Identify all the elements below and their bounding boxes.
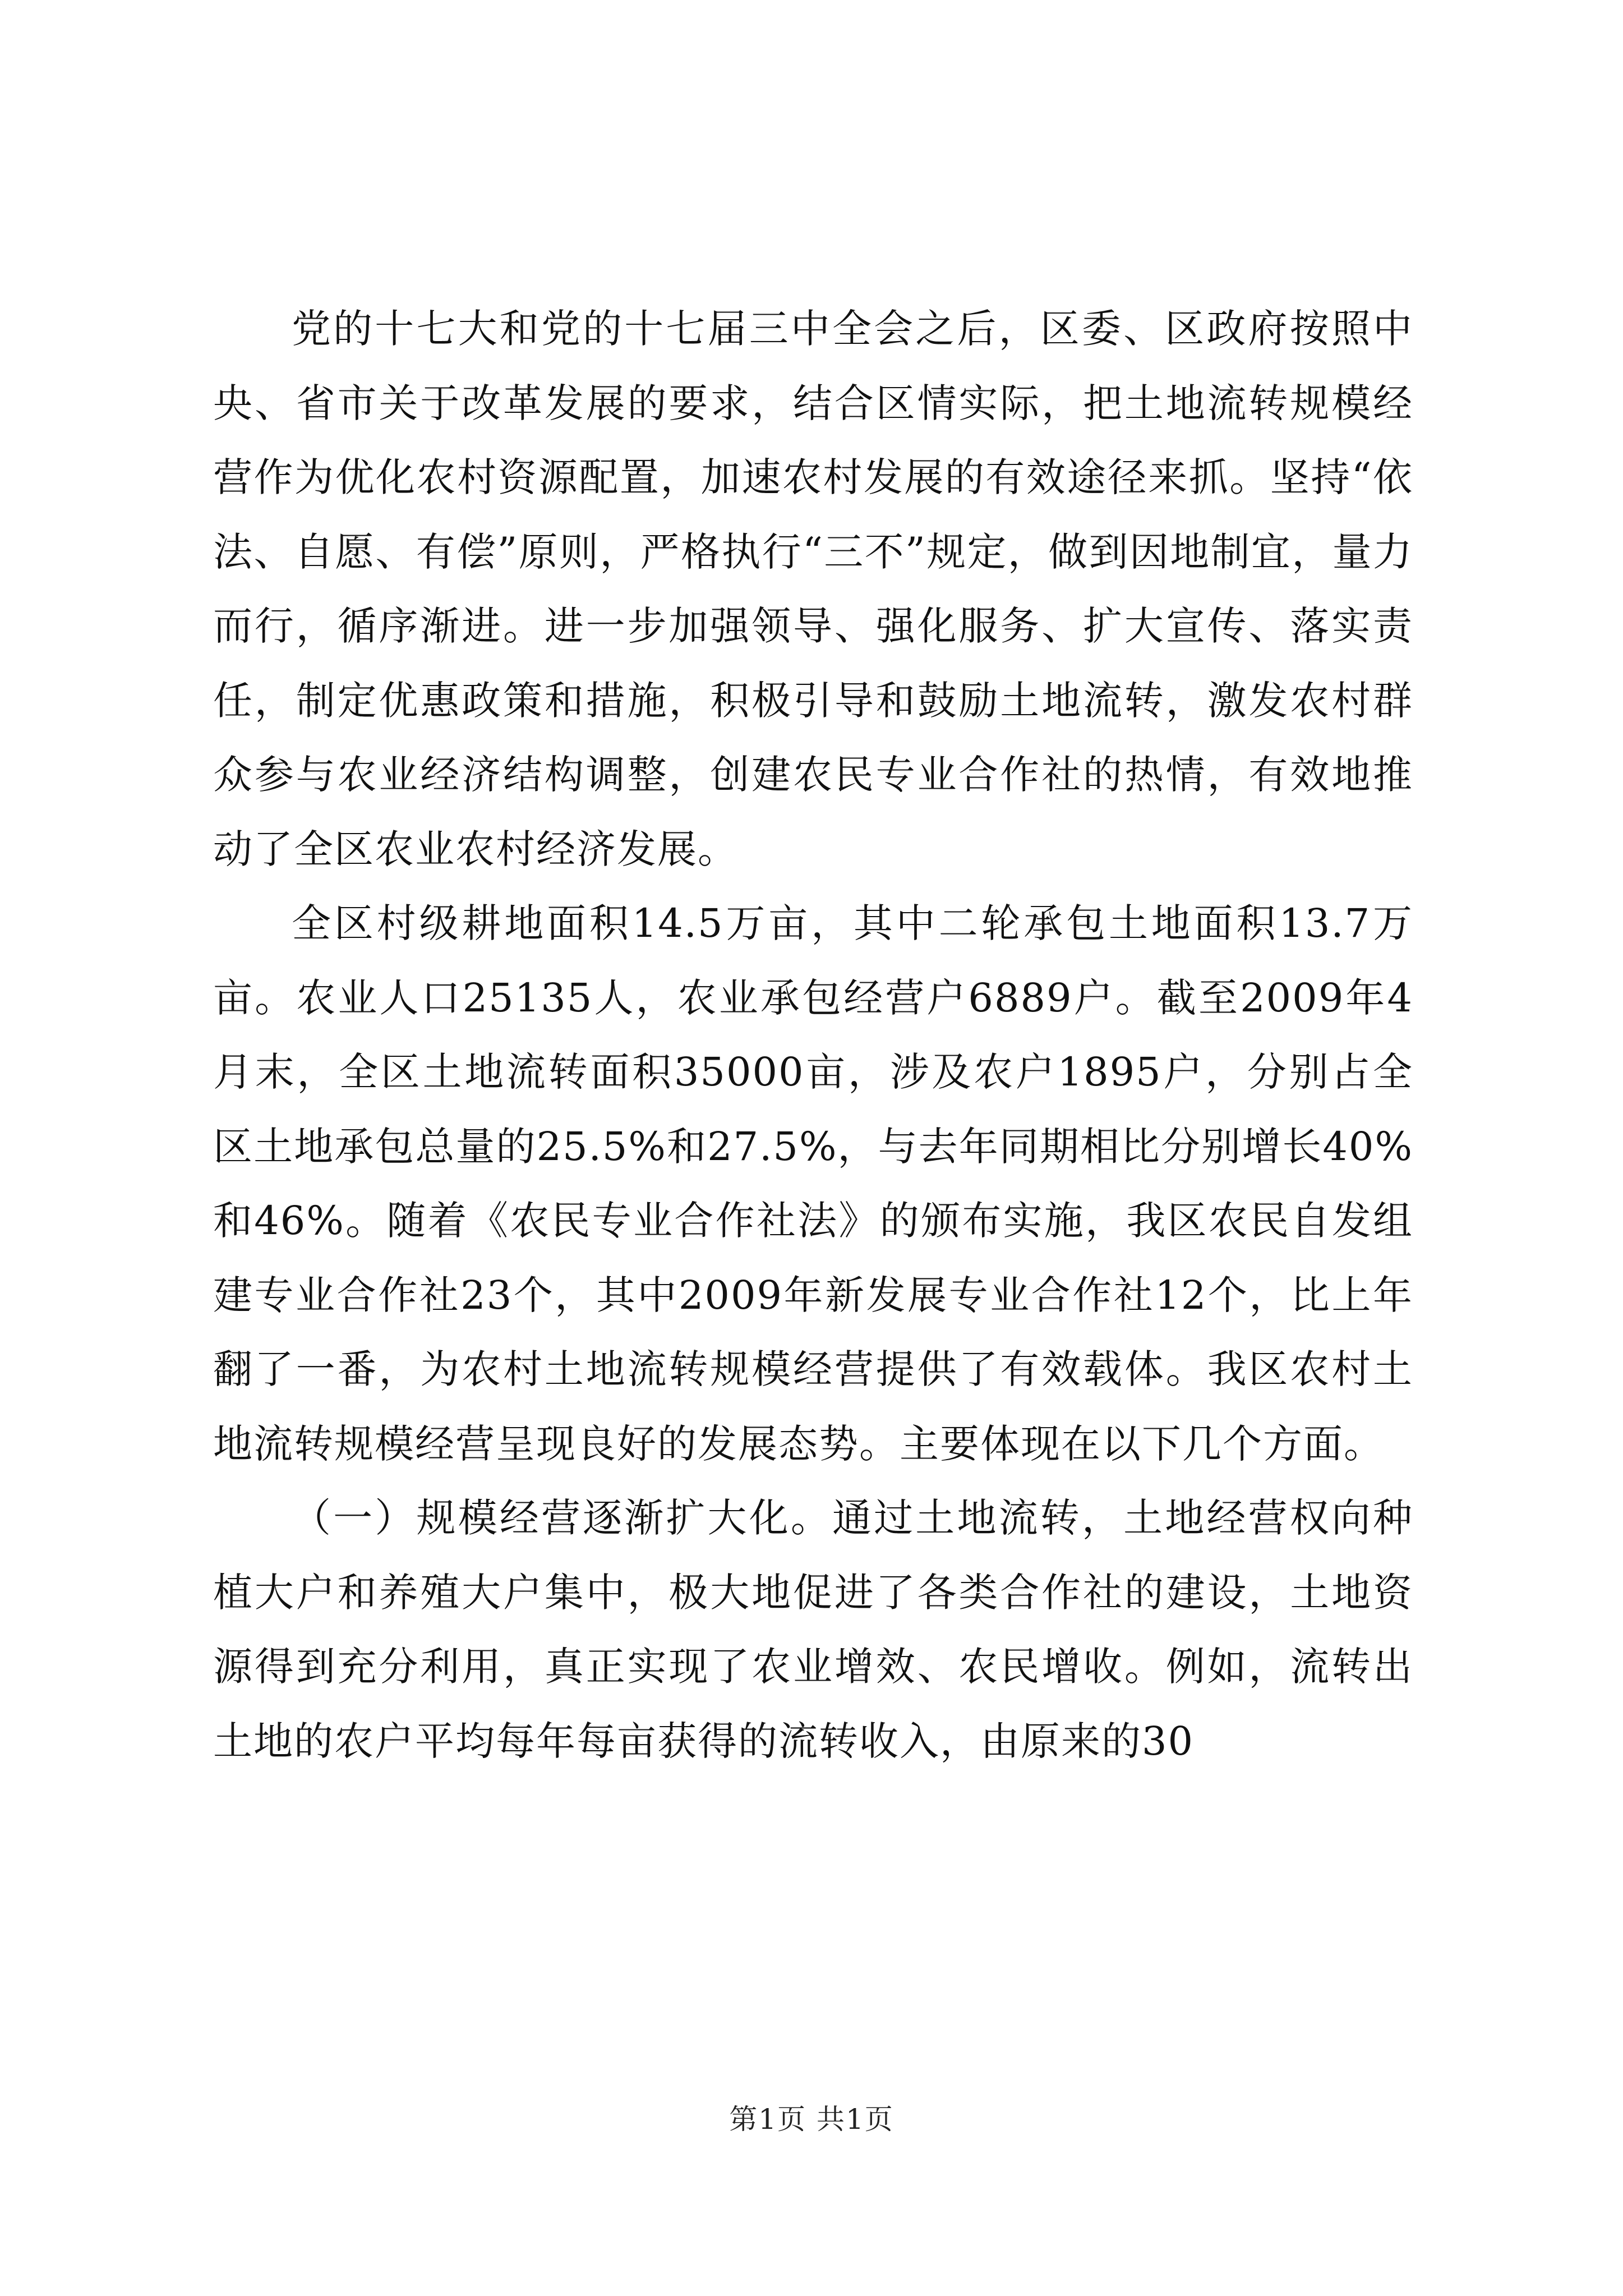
paragraph-2: 全区村级耕地面积14.5万亩，其中二轮承包土地面积13.7万亩。农业人口25135人，农业承包经营户6889户。截至2009年4月末，全区土地流转面积35000亩，涉及农户1895户，分别占全区土地承包总量的25.5%和27.5%，与去年同期相比分别增长40%和46%。随着《农民专业合作社法》的颁布实施，我区农民自发组建专业合作社23个，其中2009年新发展专业合作社12个，比上年翻了一番，为农村土地流转规模经营提供了有效载体。我区农村土地流转规模经营呈现良好的发展态势。主要体现在以下几个方面。	[213, 900, 1413, 1467]
document-body	[213, 292, 1413, 1778]
paragraph-3: （一）规模经营逐渐扩大化。通过土地流转，土地经营权向种植大户和养殖大户集中，极大地促进了各类合作社的建设，土地资源得到充分利用，真正实现了农业增效、农民增收。例如，流转出土地的农户平均每年每亩获得的流转收入，由原来的30	[213, 1495, 1413, 1764]
page-footer: 第1页 共1页	[729, 2103, 894, 2136]
paragraph-1: 党的十七大和党的十七届三中全会之后，区委、区政府按照中央、省市关于改革发展的要求，结合区情实际，把土地流转规模经营作为优化农村资源配置，加速农村发展的有效途径来抓。坚持“依法、自愿、有偿”原则，严格执行“三不”规定，做到因地制宜，量力而行，循序渐进。进一步加强领导、强化服务、扩大宣传、落实责任，制定优惠政策和措施，积极引导和鼓励土地流转，激发农村群众参与农业经济结构调整，创建农民专业合作社的热情，有效地推动了全区农业农村经济发展。	[213, 306, 1413, 872]
